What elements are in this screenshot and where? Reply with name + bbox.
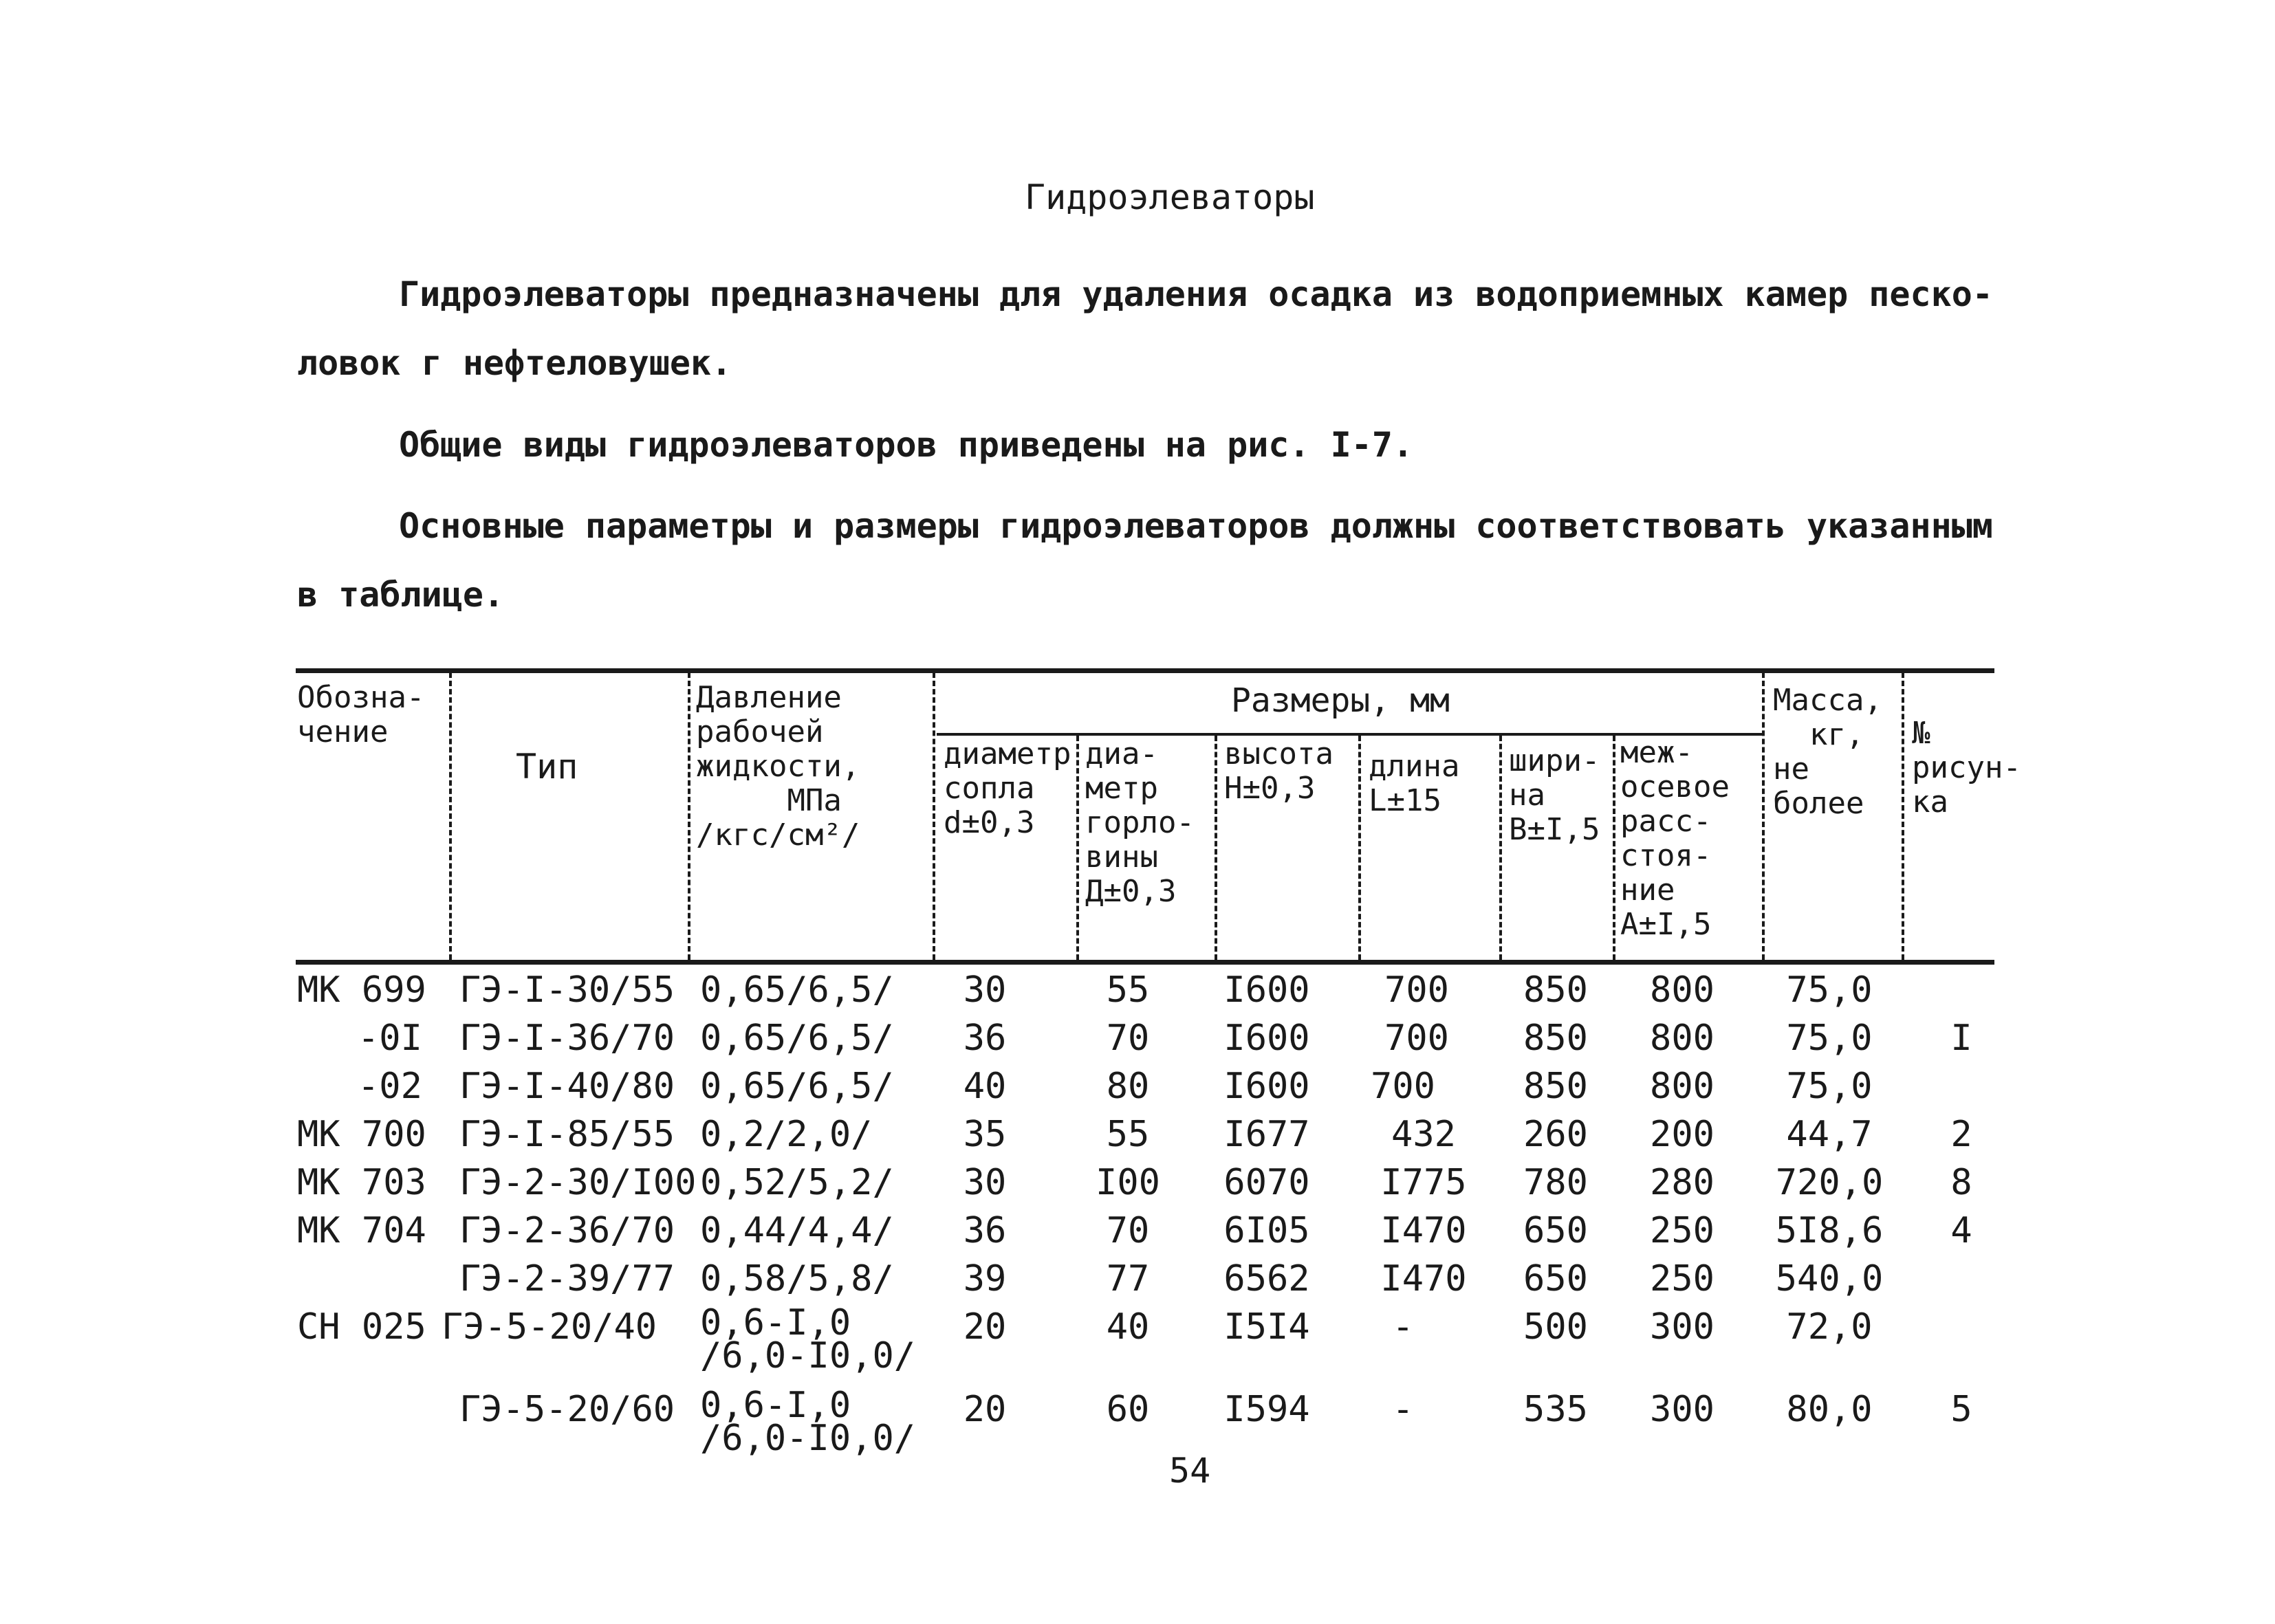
- width-cell: 260: [1523, 1114, 1588, 1155]
- mass-cell: 72,0: [1786, 1306, 1873, 1348]
- height-cell: I5I4: [1223, 1306, 1310, 1348]
- pressure-cell: 0,52/5,2/: [700, 1162, 894, 1203]
- nozzle-cell: 36: [963, 1210, 1007, 1251]
- designation-cell: СН 025: [297, 1306, 426, 1348]
- axis-cell: 200: [1650, 1114, 1715, 1155]
- figure-cell: 4: [1950, 1210, 1972, 1251]
- length-cell: 700: [1371, 1066, 1435, 1107]
- figure-cell: I: [1950, 1018, 1972, 1059]
- column-divider: [933, 672, 935, 960]
- header-length: длина L±15: [1369, 749, 1460, 818]
- pressure-cell-continued: /6,0-I0,0/: [700, 1418, 916, 1459]
- designation-cell: МК 703: [297, 1162, 426, 1203]
- column-divider: [688, 672, 690, 960]
- type-cell: ГЭ-2-36/70: [459, 1210, 675, 1251]
- header-pressure: Давление рабочей жидкости, МПа /кгс/см²/: [696, 680, 860, 853]
- paragraph-1-line-2: ловок г нефтеловушек.: [297, 343, 732, 383]
- nozzle-cell: 36: [963, 1018, 1007, 1059]
- column-divider: [1613, 736, 1615, 960]
- pressure-cell: 0,6-I,0: [700, 1385, 851, 1426]
- mass-cell: 80,0: [1786, 1389, 1873, 1430]
- width-cell: 650: [1523, 1210, 1588, 1251]
- width-cell: 500: [1523, 1306, 1588, 1348]
- width-cell: 850: [1523, 1018, 1588, 1059]
- axis-cell: 800: [1650, 1066, 1715, 1107]
- width-cell: 535: [1523, 1389, 1588, 1430]
- throat-cell: 80: [1106, 1066, 1150, 1107]
- height-cell: I600: [1223, 969, 1310, 1011]
- nozzle-cell: 40: [963, 1066, 1007, 1107]
- figure-cell: 8: [1950, 1162, 1972, 1203]
- type-cell: ГЭ-2-30/I00: [459, 1162, 697, 1203]
- nozzle-cell: 20: [963, 1389, 1007, 1430]
- nozzle-cell: 30: [963, 1162, 1007, 1203]
- throat-cell: 55: [1106, 969, 1150, 1011]
- axis-cell: 280: [1650, 1162, 1715, 1203]
- page-title: Гидроэлеваторы: [1025, 177, 1315, 217]
- axis-cell: 300: [1650, 1306, 1715, 1348]
- axis-cell: 800: [1650, 969, 1715, 1011]
- column-divider: [1499, 736, 1502, 960]
- paragraph-3-line-1: Основные параметры и размеры гидроэлеваторов должны соответствовать указанным: [399, 506, 1993, 546]
- nozzle-cell: 35: [963, 1114, 1007, 1155]
- pressure-cell: 0,65/6,5/: [700, 1018, 894, 1059]
- height-cell: I594: [1223, 1389, 1310, 1430]
- paragraph-1-line-1: Гидроэлеваторы предназначены для удаления осадка из водоприемных камер песко-: [399, 274, 1993, 314]
- header-height: высота Н±0,3: [1224, 736, 1334, 806]
- throat-cell: 70: [1106, 1210, 1150, 1251]
- type-cell: ГЭ-I-85/55: [459, 1114, 675, 1155]
- width-cell: 650: [1523, 1258, 1588, 1299]
- mass-cell: 44,7: [1786, 1114, 1873, 1155]
- length-cell: -: [1392, 1389, 1414, 1430]
- nozzle-cell: 20: [963, 1306, 1007, 1348]
- throat-cell: 70: [1106, 1018, 1150, 1059]
- height-cell: I600: [1223, 1018, 1310, 1059]
- mass-cell: 720,0: [1775, 1162, 1884, 1203]
- designation-cell: -02: [358, 1066, 422, 1107]
- height-cell: 6562: [1223, 1258, 1310, 1299]
- pressure-cell-continued: /6,0-I0,0/: [700, 1335, 916, 1376]
- type-cell: ГЭ-5-20/40: [442, 1306, 657, 1348]
- height-cell: I600: [1223, 1066, 1310, 1107]
- throat-cell: 55: [1106, 1114, 1150, 1155]
- axis-cell: 800: [1650, 1018, 1715, 1059]
- header-designation: Обозна- чение: [297, 680, 425, 749]
- table-top-rule: [296, 668, 1994, 673]
- type-cell: ГЭ-2-39/77: [459, 1258, 675, 1299]
- type-cell: ГЭ-I-30/55: [459, 969, 675, 1011]
- header-nozzle-diameter: диаметр сопла d±0,3: [944, 736, 1071, 840]
- designation-cell: МК 699: [297, 969, 426, 1011]
- mass-cell: 5I8,6: [1775, 1210, 1884, 1251]
- length-cell: 700: [1384, 1018, 1449, 1059]
- height-cell: 6I05: [1223, 1210, 1310, 1251]
- type-cell: ГЭ-5-20/60: [459, 1389, 675, 1430]
- mass-cell: 540,0: [1775, 1258, 1884, 1299]
- length-cell: I470: [1380, 1258, 1467, 1299]
- mass-cell: 75,0: [1786, 1018, 1873, 1059]
- column-divider: [1762, 672, 1765, 960]
- pressure-cell: 0,44/4,4/: [700, 1210, 894, 1251]
- header-axis-distance: меж- осевое расс- стоя- ние А±I,5: [1620, 735, 1730, 942]
- throat-cell: 40: [1106, 1306, 1150, 1348]
- pressure-cell: 0,58/5,8/: [700, 1258, 894, 1299]
- header-width: шири- на В±I,5: [1509, 743, 1600, 847]
- column-divider: [1902, 672, 1904, 960]
- length-cell: I775: [1380, 1162, 1467, 1203]
- length-cell: 700: [1384, 969, 1449, 1011]
- axis-cell: 300: [1650, 1389, 1715, 1430]
- length-cell: 432: [1391, 1114, 1456, 1155]
- header-type: Тип: [516, 747, 578, 787]
- pressure-cell: 0,2/2,0/: [700, 1114, 873, 1155]
- type-cell: ГЭ-I-40/80: [459, 1066, 675, 1107]
- paragraph-3-line-2: в таблице.: [297, 575, 505, 615]
- designation-cell: МК 704: [297, 1210, 426, 1251]
- height-cell: I677: [1223, 1114, 1310, 1155]
- header-figure-number: № рисун- ка: [1912, 716, 2021, 820]
- throat-cell: 77: [1106, 1258, 1150, 1299]
- height-cell: 6070: [1223, 1162, 1310, 1203]
- length-cell: -: [1392, 1306, 1414, 1348]
- column-divider: [449, 672, 452, 960]
- nozzle-cell: 39: [963, 1258, 1007, 1299]
- header-mass: Масса, кг, не более: [1773, 683, 1882, 821]
- designation-cell: МК 700: [297, 1114, 426, 1155]
- type-cell: ГЭ-I-36/70: [459, 1018, 675, 1059]
- pressure-cell: 0,6-I,0: [700, 1302, 851, 1343]
- header-dimensions: Размеры, мм: [1231, 681, 1450, 720]
- nozzle-cell: 30: [963, 969, 1007, 1011]
- width-cell: 780: [1523, 1162, 1588, 1203]
- throat-cell: I00: [1096, 1162, 1160, 1203]
- mass-cell: 75,0: [1786, 969, 1873, 1011]
- column-divider: [1076, 736, 1079, 960]
- column-divider: [1215, 736, 1217, 960]
- mass-cell: 75,0: [1786, 1066, 1873, 1107]
- designation-cell: -0I: [358, 1018, 422, 1059]
- width-cell: 850: [1523, 1066, 1588, 1107]
- paragraph-2: Общие виды гидроэлеваторов приведены на рис. I-7.: [399, 425, 1414, 465]
- table-header-rule: [296, 960, 1994, 965]
- axis-cell: 250: [1650, 1210, 1715, 1251]
- pressure-cell: 0,65/6,5/: [700, 1066, 894, 1107]
- pressure-cell: 0,65/6,5/: [700, 969, 894, 1011]
- axis-cell: 250: [1650, 1258, 1715, 1299]
- figure-cell: 2: [1950, 1114, 1972, 1155]
- width-cell: 850: [1523, 969, 1588, 1011]
- header-throat-diameter: диа- метр горло- вины Д±0,3: [1085, 736, 1195, 909]
- page-number: 54: [1169, 1451, 1211, 1491]
- throat-cell: 60: [1106, 1389, 1150, 1430]
- figure-cell: 5: [1950, 1389, 1972, 1430]
- column-divider: [1358, 736, 1361, 960]
- length-cell: I470: [1380, 1210, 1467, 1251]
